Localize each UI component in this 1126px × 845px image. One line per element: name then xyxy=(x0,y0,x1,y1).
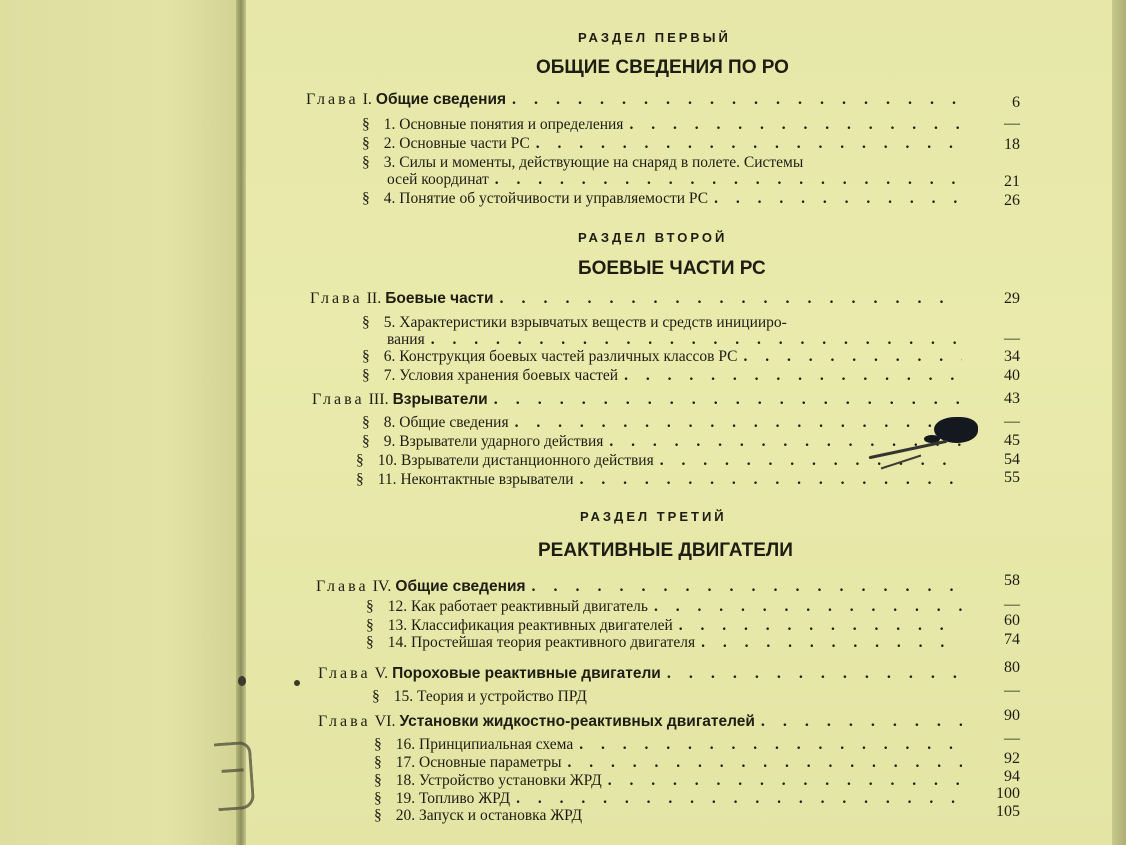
toc-entry[interactable]: § 11. Неконтактные взрыватели . . . xyxy=(356,471,962,489)
page-number: — xyxy=(1004,682,1020,699)
page-number: — xyxy=(1004,330,1020,347)
ink-speck xyxy=(238,676,246,686)
chapter-row[interactable]: Глава IV. Общие сведения . . . xyxy=(316,578,962,596)
page-number: 55 xyxy=(1004,469,1020,486)
leader-dots xyxy=(579,736,962,754)
leader-dots xyxy=(516,790,962,808)
toc-entry[interactable]: § 9. Взрыватели ударного действия . . . xyxy=(362,433,962,451)
chapter-row[interactable]: Глава V. Пороховые реактивные двигатели . . . xyxy=(318,665,962,683)
leader-dots xyxy=(500,290,962,308)
toc-entry[interactable]: § 16. Принципиальная схема . . . xyxy=(374,736,962,754)
leader-dots xyxy=(654,598,962,616)
toc-entry[interactable]: § 15. Теория и устройство ПРД xyxy=(372,688,587,705)
page-number: 34 xyxy=(1004,348,1020,365)
page-number: 94 xyxy=(1004,768,1020,785)
page-number: — xyxy=(1004,413,1020,430)
leader-dots xyxy=(629,116,962,134)
toc-entry-continuation[interactable]: вания . . . xyxy=(387,331,962,349)
page-number: 80 xyxy=(1004,659,1020,676)
chapter-row[interactable]: Глава VI. Установки жидкостно-реактивных двигателей . . . xyxy=(318,713,962,731)
section-label: РАЗДЕЛ ТРЕТИЙ xyxy=(580,509,727,524)
chapter-row[interactable]: Глава II. Боевые части . . . xyxy=(310,290,962,308)
chapter-title: Взрыватели xyxy=(392,391,488,408)
section-label: РАЗДЕЛ ПЕРВЫЙ xyxy=(578,30,731,45)
leader-dots xyxy=(494,391,962,409)
leader-dots xyxy=(679,617,962,635)
leader-dots xyxy=(431,331,962,349)
leader-dots xyxy=(714,190,962,208)
leader-dots xyxy=(568,754,962,772)
page-number: 74 xyxy=(1004,631,1020,648)
toc-entry[interactable]: § 17. Основные параметры . . . xyxy=(374,754,962,772)
toc-entry[interactable]: § 13. Классификация реактивных двигателей . . . xyxy=(366,617,962,635)
page-number: 45 xyxy=(1004,432,1020,449)
leader-dots xyxy=(667,665,962,683)
chapter-title: Общие сведения xyxy=(375,91,507,108)
toc-entry[interactable]: § 5. Характеристики взрывчатых веществ и средств иницииро- xyxy=(362,314,787,331)
page-number: — xyxy=(1004,115,1020,132)
page-number: 60 xyxy=(1004,612,1020,629)
toc-entry[interactable]: § 1. Основные понятия и определения . . . xyxy=(362,116,962,134)
toc-entry[interactable]: § 14. Простейшая теория реактивного двигателя . . . xyxy=(366,634,962,652)
leader-dots xyxy=(532,578,962,596)
leader-dots xyxy=(580,471,962,489)
toc-entry[interactable]: § 12. Как работает реактивный двигатель . . . xyxy=(366,598,962,616)
page-number: 18 xyxy=(1004,136,1020,153)
page-number: 100 xyxy=(996,785,1020,802)
page-number: 26 xyxy=(1004,192,1020,209)
leader-dots xyxy=(624,367,962,385)
book-gutter xyxy=(236,0,246,845)
toc-entry-continuation[interactable]: осей координат . . . xyxy=(387,171,962,189)
page-number: 90 xyxy=(1004,707,1020,724)
section-title: ОБЩИЕ СВЕДЕНИЯ ПО РО xyxy=(536,57,789,78)
toc-entry[interactable]: § 19. Топливо ЖРД . . . xyxy=(374,790,962,808)
leader-dots xyxy=(608,772,962,790)
page-edge xyxy=(1112,0,1126,845)
section-title: БОЕВЫЕ ЧАСТИ РС xyxy=(578,258,766,279)
page-number: 21 xyxy=(1004,173,1020,190)
pen-mark xyxy=(214,741,256,811)
chapter-title: Пороховые реактивные двигатели xyxy=(392,665,661,682)
toc-entry[interactable]: § 6. Конструкция боевых частей различных классов РС . . . xyxy=(362,348,962,366)
toc-entry[interactable]: § 10. Взрыватели дистанционного действия . . . xyxy=(356,452,962,470)
toc-entry[interactable]: § 18. Устройство установки ЖРД . . . xyxy=(374,772,962,790)
leader-dots xyxy=(495,171,962,189)
page-number: 43 xyxy=(1004,390,1020,407)
chapter-title: Установки жидкостно-реактивных двигателей xyxy=(399,713,755,730)
section-title: РЕАКТИВНЫЕ ДВИГАТЕЛИ xyxy=(538,540,793,561)
page-number: 40 xyxy=(1004,367,1020,384)
chapter-title: Общие сведения xyxy=(395,578,526,595)
page-number: 54 xyxy=(1004,451,1020,468)
toc-entry[interactable]: § 8. Общие сведения . . . xyxy=(362,414,962,432)
toc-entry[interactable]: § 2. Основные части РС . . . xyxy=(362,135,962,153)
page-number: 6 xyxy=(1012,94,1020,111)
chapter-title: Боевые части xyxy=(385,290,494,307)
leader-dots xyxy=(743,348,962,366)
section-label: РАЗДЕЛ ВТОРОЙ xyxy=(578,230,728,245)
ink-blot xyxy=(934,417,978,443)
chapter-row[interactable]: Глава III. Взрыватели . . . xyxy=(312,391,962,409)
leader-dots xyxy=(761,713,962,731)
ink-speck xyxy=(294,680,300,686)
leader-dots xyxy=(515,414,962,432)
leader-dots xyxy=(536,135,962,153)
page-number: 105 xyxy=(996,803,1020,820)
chapter-row[interactable]: Глава I. Общие сведения . . . xyxy=(306,91,962,109)
toc-entry[interactable]: § 7. Условия хранения боевых частей . . . xyxy=(362,367,962,385)
leader-dots xyxy=(512,91,962,109)
page-number: 92 xyxy=(1004,750,1020,767)
toc-entry[interactable]: § 4. Понятие об устойчивости и управляемости РС . . . xyxy=(362,190,962,208)
left-page xyxy=(0,0,240,845)
page-number: 58 xyxy=(1004,572,1020,589)
toc-entry[interactable]: § 3. Силы и моменты, действующие на снаряд в полете. Системы xyxy=(362,154,804,171)
page-number: 29 xyxy=(1004,290,1020,307)
page-number: — xyxy=(1004,730,1020,747)
leader-dots xyxy=(701,634,962,652)
page-number: — xyxy=(1004,596,1020,613)
toc-entry[interactable]: § 20. Запуск и остановка ЖРД xyxy=(374,807,583,824)
